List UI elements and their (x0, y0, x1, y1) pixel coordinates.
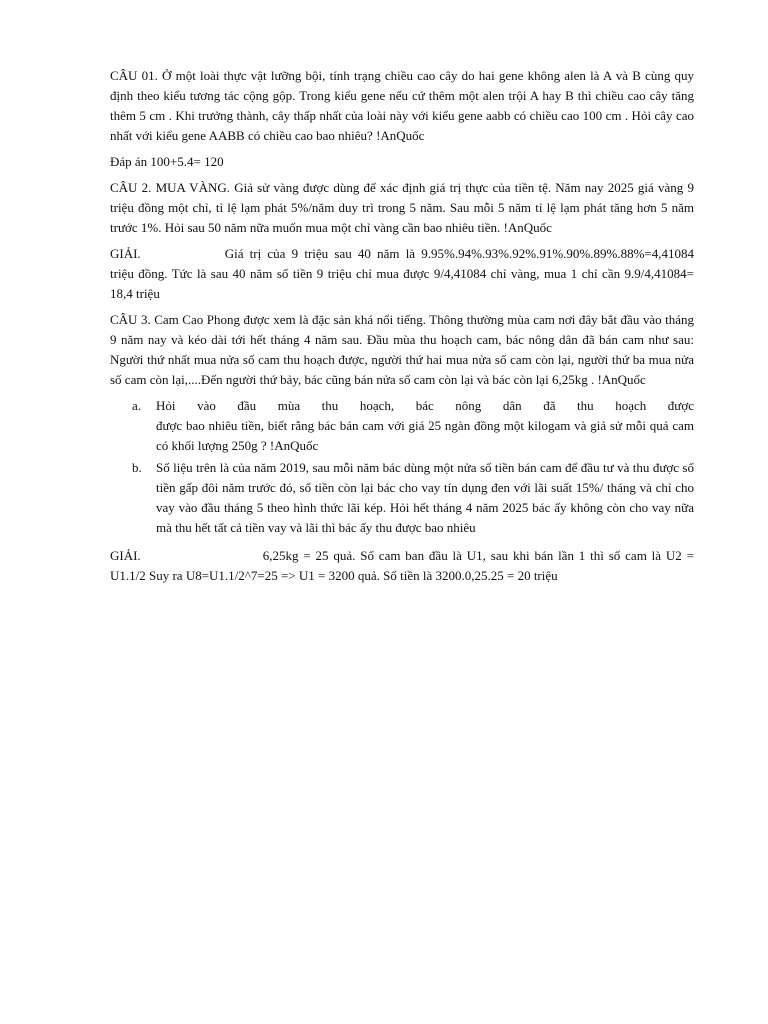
question-3-subquestions (110, 396, 694, 538)
question-1-answer: Đáp án 100+5.4= 120 (110, 154, 224, 169)
document-page (110, 66, 694, 592)
question-2-solution (110, 244, 694, 304)
question-3-text: CÂU 3. Cam Cao Phong được xem là đặc sản khá nổi tiếng. Thông thường mùa cam nơi đây bắt đầu vào tháng 9 năm nay và kéo dài tới hết tháng 4 năm sau. Đầu mùa thu hoạch cam, bác nông dân đã bán cam như sau: Người thứ nhất mua nửa số cam thu hoạch được, người thứ hai mua nửa số cam còn lại, người thứ ba mua nửa số cam còn lại,....Đến người thứ bảy, bác cũng bán nửa số cam còn lại và bác còn lại 6,25kg . !AnQuốc (110, 312, 694, 387)
list-item (110, 458, 694, 538)
solution-label: GIẢI. (110, 246, 141, 261)
list-marker: b. (132, 460, 142, 475)
solution-label: GIẢI. (110, 548, 141, 563)
list-item-text: được bao nhiêu tiền, biết rằng bác bán cam với giá 25 ngàn đồng một kilogam và giả sử mỗi quả cam có khối lượng 250g ? !AnQuốc (156, 418, 694, 453)
solution-text: 6,25kg = 25 quả. Số cam ban đầu là U1, sau khi bán lần 1 thì số cam là U2 = U1.1/2 Suy ra U8=U1.1/2^7=25 => U1 = 3200 quả. Số tiền là 3200.0,25.25 = 20 triệu (110, 548, 694, 583)
list-item-line: Hỏi vào đầu mùa thu hoạch, bác nông dân đã thu hoạch được (156, 398, 694, 413)
solution-text: Giá trị của 9 triệu sau 40 năm là 9.95%.94%.93%.92%.91%.90%.89%.88%=4,41084 triệu đồng. Tức là sau 40 năm số tiền 9 triệu chỉ mua được 9/4,41084 chỉ vàng, mua 1 chỉ cần 9.9/4,41084= 18,4 triệu (110, 246, 694, 301)
list-marker: a. (132, 398, 142, 413)
list-item-text: Số liệu trên là của năm 2019, sau mỗi năm bác dùng một nửa số tiền bán cam để đầu tư và thu được số tiền gấp đôi năm trước đó, số tiền còn lại bác cho vay tín dụng đen với lãi suất 15%/ tháng và chỉ cho vay vào đầu tháng 5 theo hình thức lãi kép. Hỏi hết tháng 4 năm 2025 bác ấy không còn cho vay nữa mà thu hết tất cả tiền vay và lãi thì bác ấy thu được bao nhiêu (156, 460, 694, 535)
question-2-text: CÂU 2. MUA VÀNG. Giả sử vàng được dùng để xác định giá trị thực của tiền tệ. Năm nay 2025 giá vàng 9 triệu đồng một chỉ, tỉ lệ lạm phát 5%/năm duy trì trong 5 năm. Sau mỗi 5 năm tỉ lệ lạm phát tăng hơn 5 năm trước 1%. Hỏi sau 50 năm nữa muốn mua một chỉ vàng cần bao nhiêu tiền. !AnQuốc (110, 180, 694, 235)
list-item (110, 396, 694, 456)
question-1-text: CÂU 01. Ở một loài thực vật lưỡng bội, tính trạng chiều cao cây do hai gene không alen là A và B cùng quy định theo kiểu tương tác cộng gộp. Trong kiểu gene nếu cứ thêm một alen trội A hay B thì chiều cao cây tăng thêm 5 cm . Khi trưởng thành, cây thấp nhất của loài này với kiểu gene aabb có chiều cao 100 cm . Hỏi cây cao nhất với kiểu gene AABB có chiều cao bao nhiêu? !AnQuốc (110, 68, 694, 143)
question-3-solution (110, 546, 694, 586)
